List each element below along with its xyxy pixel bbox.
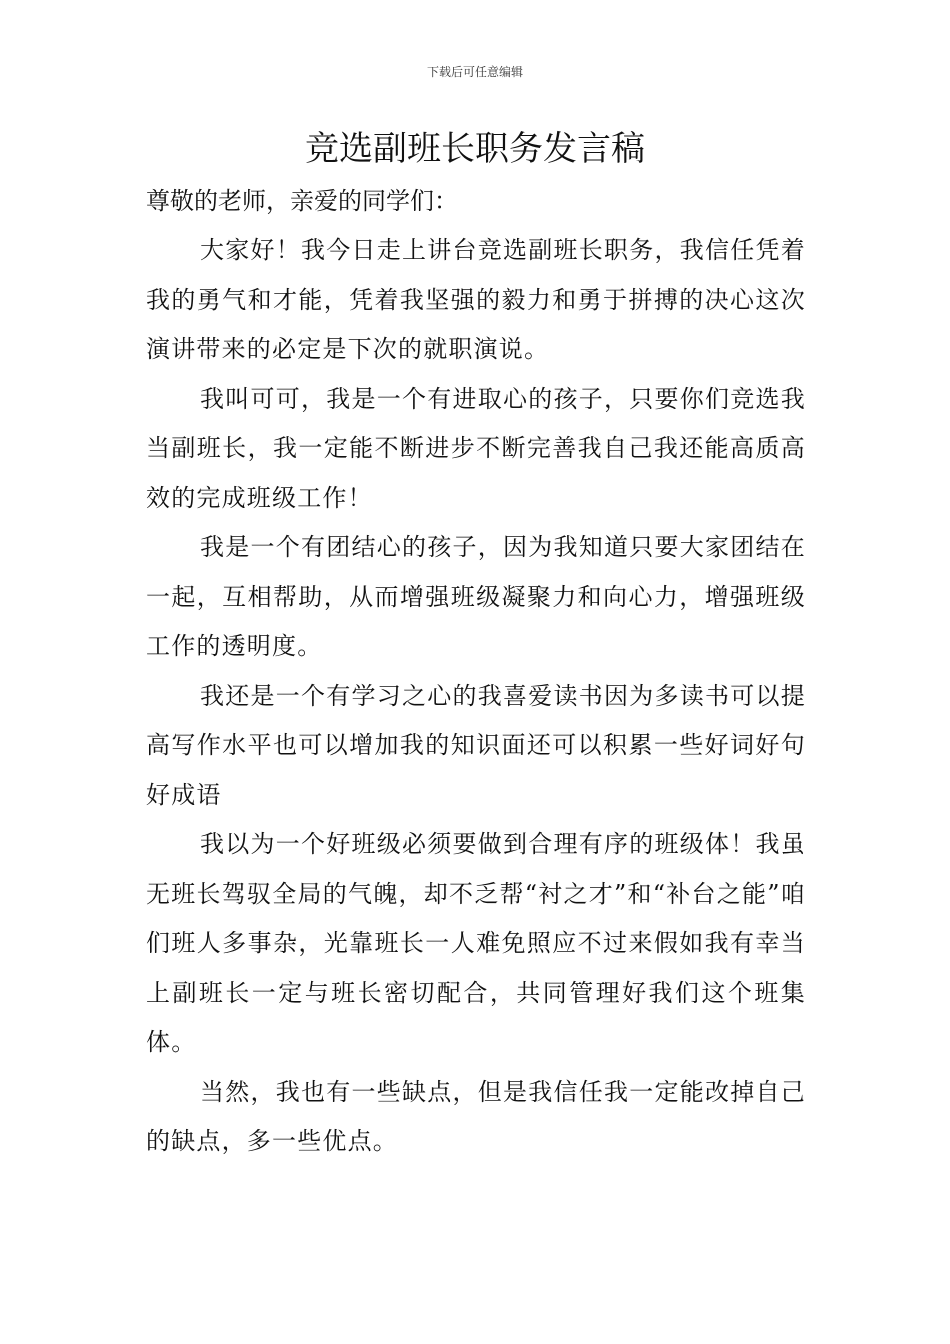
paragraph-self-intro: 我叫可可，我是一个有进取心的孩子，只要你们竞选我当副班长，我一定能不断进步不断完善我自己我还能高质高效的完成班级工作！ bbox=[146, 384, 806, 512]
document-title: 竞选副班长职务发言稿 bbox=[305, 129, 645, 169]
paragraph-teamwork: 我是一个有团结心的孩子，因为我知道只要大家团结在一起，互相帮助，从而增强班级凝聚力和向心力，增强班级工作的透明度。 bbox=[146, 533, 806, 660]
paragraph-class-management: 我以为一个好班级必须要做到合理有序的班级体！我虽无班长驾驭全局的气魄，却不乏帮“衬之才”和“补台之能”咱们班人多事杂，光靠班长一人难免照应不过来假如我有幸当上副班长一定与班长密切配合，共同管理好我们这个班集体。 bbox=[146, 830, 806, 1056]
paragraph-learning: 我还是一个有学习之心的我喜爱读书因为多读书可以提高写作水平也可以增加我的知识面还可以积累一些好词好句好成语 bbox=[146, 681, 806, 809]
header-note: 下载后可任意编辑 bbox=[426, 65, 523, 79]
document-body bbox=[146, 176, 806, 1167]
salutation: 尊敬的老师，亲爱的同学们： bbox=[146, 187, 458, 215]
paragraph-shortcomings: 当然，我也有一些缺点，但是我信任我一定能改掉自己的缺点，多一些优点。 bbox=[146, 1077, 806, 1155]
paragraph-greeting: 大家好！我今日走上讲台竞选副班长职务，我信任凭着我的勇气和才能，凭着我坚强的毅力和勇于拼搏的决心这次演讲带来的必定是下次的就职演说。 bbox=[146, 236, 806, 363]
